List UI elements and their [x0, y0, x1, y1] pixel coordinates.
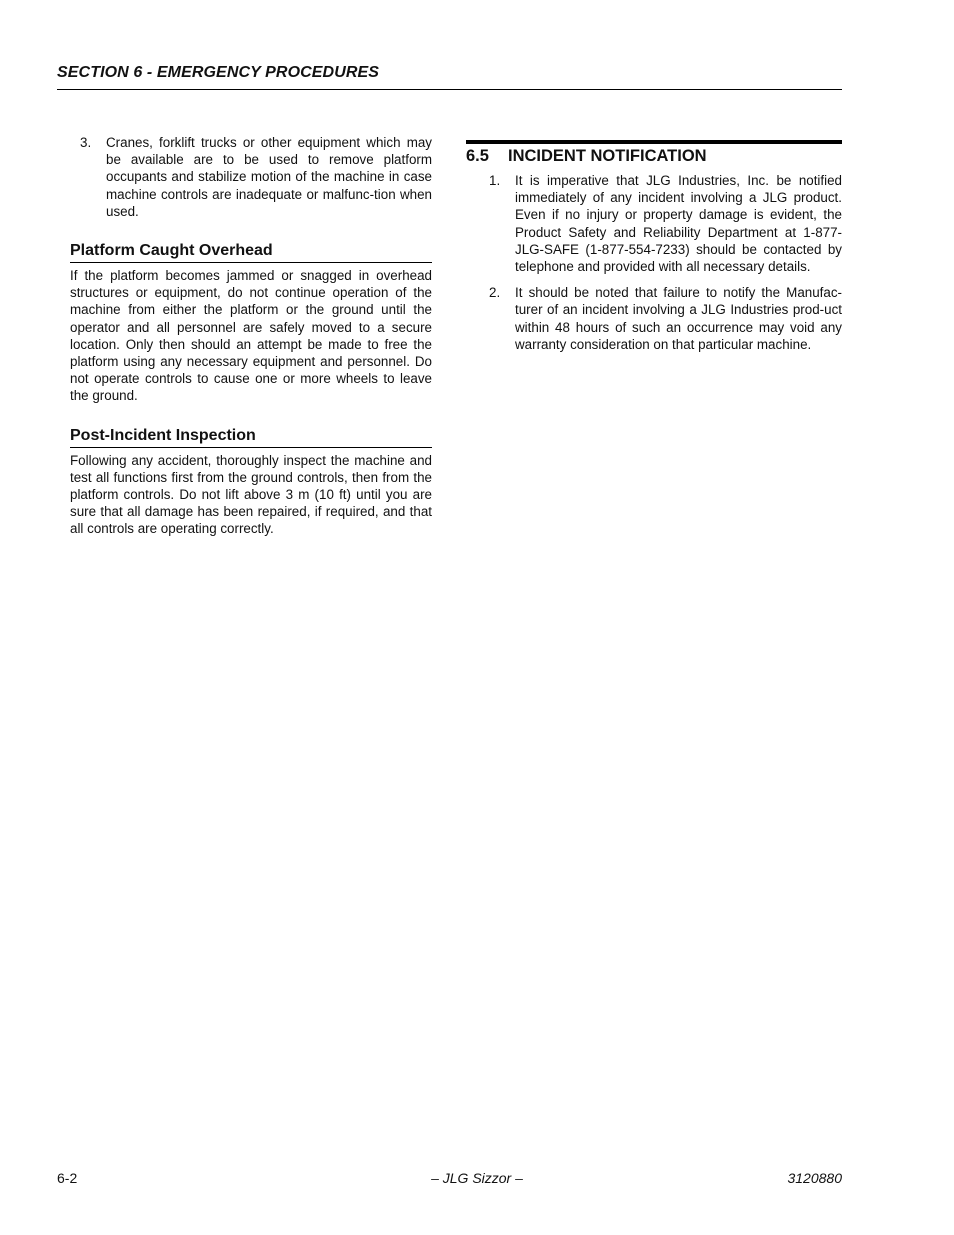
list-item	[466, 172, 842, 275]
list-item	[70, 134, 432, 220]
page-number: 6-2	[57, 1170, 78, 1186]
list-item-number: 1.	[489, 173, 501, 188]
list-item-text: Cranes, forklift trucks or other equipment which may be available are to be used to remove platform occupants and stabilize motion of the machine in case machine controls are inadequate or malfunc-tion when used.	[106, 135, 432, 219]
section-header	[57, 64, 842, 90]
list-item-text: It is imperative that JLG Industries, Inc. be notified immediately of any incident involving a JLG product. Even if no injury or property damage is evident, the Product Safety and Reliability Department at 1-877-JLG-SAFE (1-877-554-7233) should be contacted by telephone and provided with all necessary details.	[515, 173, 842, 275]
left-column	[70, 134, 432, 538]
list-item	[466, 284, 842, 353]
list-item-text: It should be noted that failure to notify the Manufac-turer of an incident involving a JLG Industries prod-uct within 48 hours of such an occurrence may void any warranty consideration on that particular machine.	[515, 285, 842, 352]
section-title: SECTION 6 - EMERGENCY PROCEDURES	[57, 64, 380, 81]
document-number: 3120880	[787, 1170, 842, 1186]
post-incident-heading: Post-Incident Inspection	[70, 427, 432, 448]
platform-caught-body: If the platform becomes jammed or snagged in overhead structures or equipment, do not continue operation of the machine from either the platform or the ground until the operator and all personnel are safely moved to a secure location. Only then should an attempt be made to free the platform using any necessary equipment and personnel. Do not operate controls to cause one or more wheels to leave the ground.	[70, 268, 432, 404]
post-incident-body: Following any accident, thoroughly inspect the machine and test all functions first from the ground controls, then from the platform controls. Do not lift above 3 m (10 ft) until you are sure that all damage has been repaired, if required, and that all controls are operating correctly.	[70, 452, 432, 537]
platform-caught-heading: Platform Caught Overhead	[70, 242, 432, 263]
list-item-number: 2.	[489, 285, 501, 301]
right-column	[466, 140, 842, 353]
section-number: 6.5	[466, 147, 489, 165]
list-item-number: 3.	[80, 135, 92, 150]
section-heading-title: INCIDENT NOTIFICATION	[508, 147, 707, 165]
product-name: – JLG Sizzor –	[431, 1170, 523, 1186]
incident-notification-heading	[466, 140, 842, 166]
